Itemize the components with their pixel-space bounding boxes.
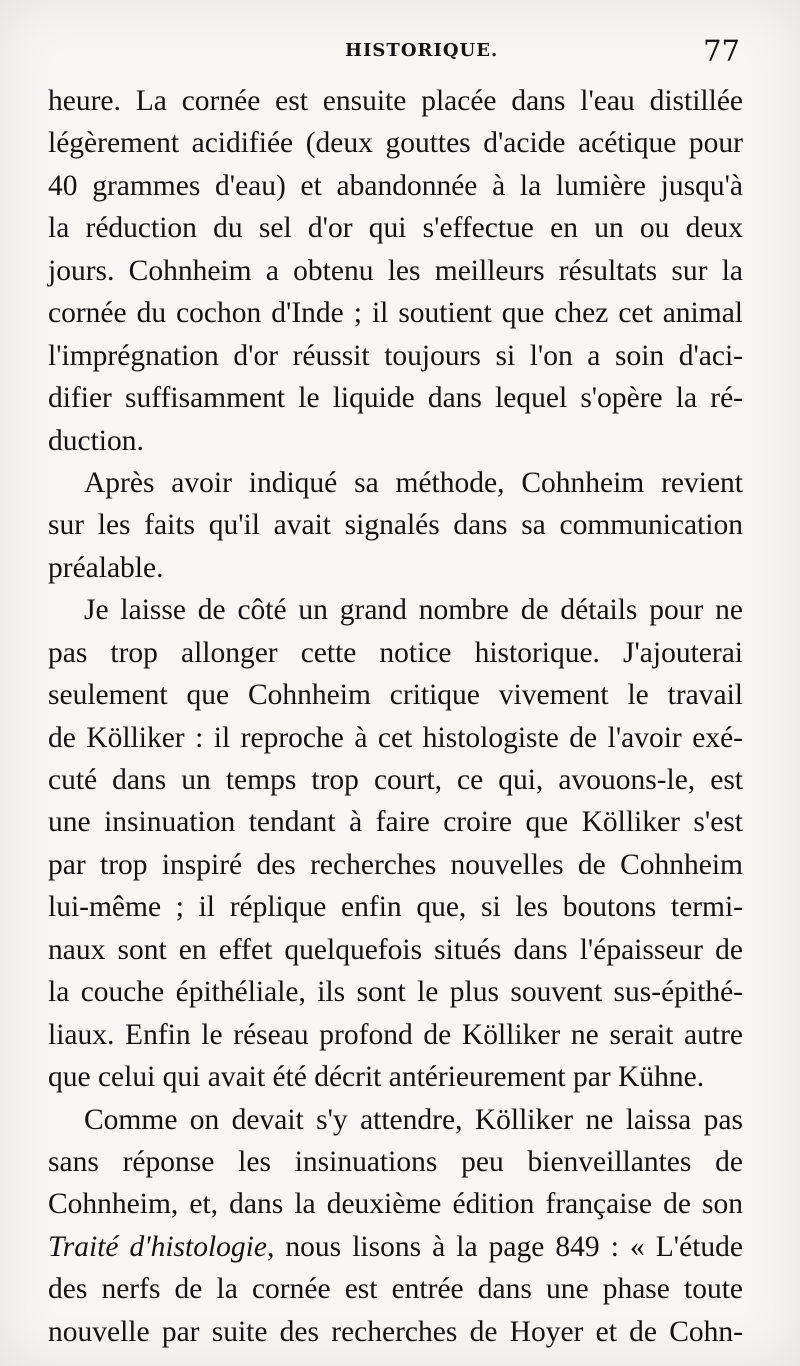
text-line: heure. La cornée est ensuite placée dans l'eau distillée — [48, 85, 743, 117]
text-line: de Kölliker : il reproche à cet histologiste de l'avoir exé- — [48, 721, 743, 754]
text-line: pas trop allonger cette notice historique. J'ajouterai — [48, 636, 743, 669]
paragraph — [48, 589, 743, 1098]
text-line: naux sont en effet quelquefois situés dans l'épaisseur de — [48, 933, 743, 966]
text-line: préalable. — [48, 551, 164, 584]
text-line: liaux. Enfin le réseau profond de Kölliker ne serait autre — [48, 1018, 743, 1051]
text-line: que celui qui avait été décrit antérieurement par Kühne. — [48, 1061, 705, 1094]
body-text — [48, 80, 743, 1353]
text-line: Cohnheim, et, dans la deuxième édition française de son — [48, 1188, 743, 1221]
text-line: par trop inspiré des recherches nouvelles de Cohnheim — [48, 848, 743, 881]
text-line: cornée du cochon d'Inde ; il soutient que chez cet animal — [48, 297, 743, 330]
text-line: cuté dans un temps trop court, ce qui, avouons-le, est — [48, 764, 743, 796]
text-line: l'imprégnation d'or réussit toujours si l'on a soin d'aci- — [48, 339, 743, 372]
text-line: lui-même ; il réplique enfin que, si les boutons termi- — [48, 891, 743, 924]
running-head — [45, 34, 740, 74]
text-line: seulement que Cohnheim critique vivement le travail — [48, 679, 743, 712]
page-number: 77 — [703, 34, 740, 68]
paragraph — [48, 1099, 743, 1354]
text-line: jours. Cohnheim a obtenu les meilleurs résultats sur la — [48, 254, 743, 287]
text-line: Comme on devait s'y attendre, Kölliker ne laissa pas — [84, 1103, 743, 1136]
text-line: Je laisse de côté un grand nombre de détails pour ne — [84, 594, 743, 627]
text-line: sans réponse les insinuations peu bienveillantes de — [48, 1145, 743, 1178]
text-line: difier suffisamment le liquide dans lequel s'opère la ré- — [48, 382, 743, 415]
paragraph — [48, 80, 743, 462]
text-line: Après avoir indiqué sa méthode, Cohnheim revient — [84, 466, 743, 499]
text-line: des nerfs de la cornée est entrée dans une phase toute — [48, 1273, 743, 1306]
text-line: légèrement acidifiée (deux gouttes d'acide acétique pour — [48, 127, 743, 160]
text-line: la couche épithéliale, ils sont le plus souvent sus-épithé- — [48, 976, 743, 1009]
text-line: nouvelle par suite des recherches de Hoyer et de Cohn- — [48, 1315, 743, 1348]
text-line: sur les faits qu'il avait signalés dans sa communication — [48, 509, 743, 542]
text-line: la réduction du sel d'or qui s'effectue en un ou deux — [48, 212, 743, 245]
text-line: une insinuation tendant à faire croire que Kölliker s'est — [48, 806, 743, 839]
paragraph — [48, 462, 743, 589]
text-line: Traité d'histologie, nous lisons à la page 849 : « L'étude — [48, 1230, 743, 1263]
text-line: duction. — [48, 424, 144, 457]
chapter-title: HISTORIQUE. — [345, 40, 499, 61]
text-line: 40 grammes d'eau) et abandonnée à la lumière jusqu'à — [48, 169, 743, 202]
